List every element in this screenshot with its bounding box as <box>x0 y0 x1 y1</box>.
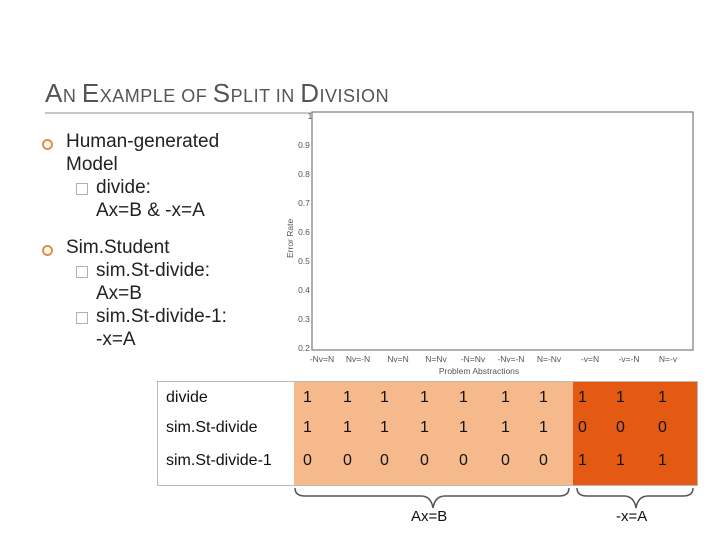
abstraction-table <box>157 381 698 486</box>
table-cell: 0 <box>303 452 312 469</box>
title-part: N <box>62 86 82 106</box>
table-highlight-ax-b <box>294 382 573 485</box>
bullet-ring-icon <box>42 245 53 256</box>
table-cell: 1 <box>420 419 429 436</box>
sub-bullet-square-icon <box>76 266 88 278</box>
chart-x-tick-label: N=-Nv <box>536 354 562 364</box>
brace-ax-b <box>293 486 573 510</box>
table-cell: 1 <box>303 419 312 436</box>
sub-bullet-text: Ax=B <box>96 283 142 304</box>
table-cell: 0 <box>539 452 548 469</box>
chart-y-ticks <box>298 111 313 353</box>
sub-bullet-text: sim.St-divide: <box>96 260 211 281</box>
table-cell: 0 <box>420 452 429 469</box>
table-cell: 1 <box>539 419 548 436</box>
table-cell: 0 <box>616 419 625 436</box>
title-part: IVISION <box>319 86 390 106</box>
bullet-text: Sim.Student <box>66 237 170 258</box>
bullet-text-continued: Model <box>66 154 118 175</box>
bullet-text: Human-generated <box>66 131 220 152</box>
chart-plot-area <box>312 112 693 350</box>
title-part: A <box>45 78 63 108</box>
brace-label-neg-x-a: -x=A <box>616 508 648 525</box>
brace-neg-x-a <box>575 486 697 510</box>
table-cell: 1 <box>616 452 625 469</box>
chart-x-tick-label: -v=N <box>580 354 600 364</box>
table-row-label: sim.St-divide-1 <box>166 452 272 469</box>
brace-label-ax-b: Ax=B <box>411 508 448 525</box>
table-cell: 1 <box>616 389 625 406</box>
table-cell: 1 <box>303 389 312 406</box>
table-cell: 0 <box>380 452 389 469</box>
chart-x-ticks <box>310 354 678 364</box>
chart-y-tick-label: 0.5 <box>298 256 310 266</box>
table-cell: 1 <box>380 389 389 406</box>
sub-bullet-text: sim.St-divide-1: <box>96 306 227 327</box>
table-cell: 0 <box>501 452 510 469</box>
title-part: D <box>300 78 320 108</box>
sub-bullet-text: -x=A <box>96 329 136 350</box>
chart-y-tick-label: 0.2 <box>298 343 310 353</box>
chart-y-tick-label: 1 <box>307 111 313 121</box>
table-cell: 1 <box>501 389 510 406</box>
title-part: E <box>81 78 100 108</box>
chart-x-tick-label: -Nv=-N <box>497 354 525 364</box>
table-cell: 1 <box>343 419 352 436</box>
table-cell: 0 <box>578 419 587 436</box>
table-row-label: sim.St-divide <box>166 419 258 436</box>
chart-x-tick-label: Nv=N <box>387 354 409 364</box>
chart-y-tick-label: 0.8 <box>298 169 310 179</box>
chart-x-tick-label: N=Nv <box>425 354 447 364</box>
chart-y-tick-label: 0.7 <box>298 198 310 208</box>
chart-x-tick-label: N=-v <box>658 354 678 364</box>
table-cell: 1 <box>343 389 352 406</box>
table-cell: 0 <box>459 452 468 469</box>
chart-x-tick-label: -Nv=N <box>309 354 335 364</box>
chart-x-tick-label: -v=-N <box>618 354 640 364</box>
table-cell: 1 <box>459 389 468 406</box>
title-part: XAMPLE OF <box>99 86 213 106</box>
error-rate-chart <box>284 110 704 376</box>
chart-x-tick-label: -N=Nv <box>460 354 486 364</box>
sub-bullet-text: divide: <box>96 177 151 198</box>
table-cell: 1 <box>658 452 667 469</box>
bullet-ring-icon <box>42 139 53 150</box>
table-cell: 1 <box>658 389 667 406</box>
table-cell: 1 <box>420 389 429 406</box>
table-cell: 1 <box>380 419 389 436</box>
chart-y-tick-label: 0.6 <box>298 227 310 237</box>
chart-ylabel: Error Rate <box>285 218 295 258</box>
chart-xlabel: Problem Abstractions <box>438 366 520 376</box>
chart-x-tick-label: Nv=-N <box>345 354 371 364</box>
table-highlight-neg-x-a <box>573 382 697 485</box>
table-cell: 0 <box>343 452 352 469</box>
sub-bullet-square-icon <box>76 312 88 324</box>
table-cell: 1 <box>459 419 468 436</box>
chart-y-tick-label: 0.9 <box>298 140 310 150</box>
title-part: S <box>212 78 231 108</box>
table-cell: 1 <box>539 389 548 406</box>
chart-y-tick-label: 0.3 <box>298 314 310 324</box>
table-row-label: divide <box>166 389 208 406</box>
sub-bullet-square-icon <box>76 183 88 195</box>
table-cell: 1 <box>501 419 510 436</box>
chart-y-tick-label: 0.4 <box>298 285 310 295</box>
slide-title <box>45 78 389 109</box>
table-cell: 1 <box>578 389 587 406</box>
title-part: PLIT IN <box>230 86 301 106</box>
table-cell: 0 <box>658 419 667 436</box>
sub-bullet-text: Ax=B & -x=A <box>96 200 205 221</box>
table-cell: 1 <box>578 452 587 469</box>
